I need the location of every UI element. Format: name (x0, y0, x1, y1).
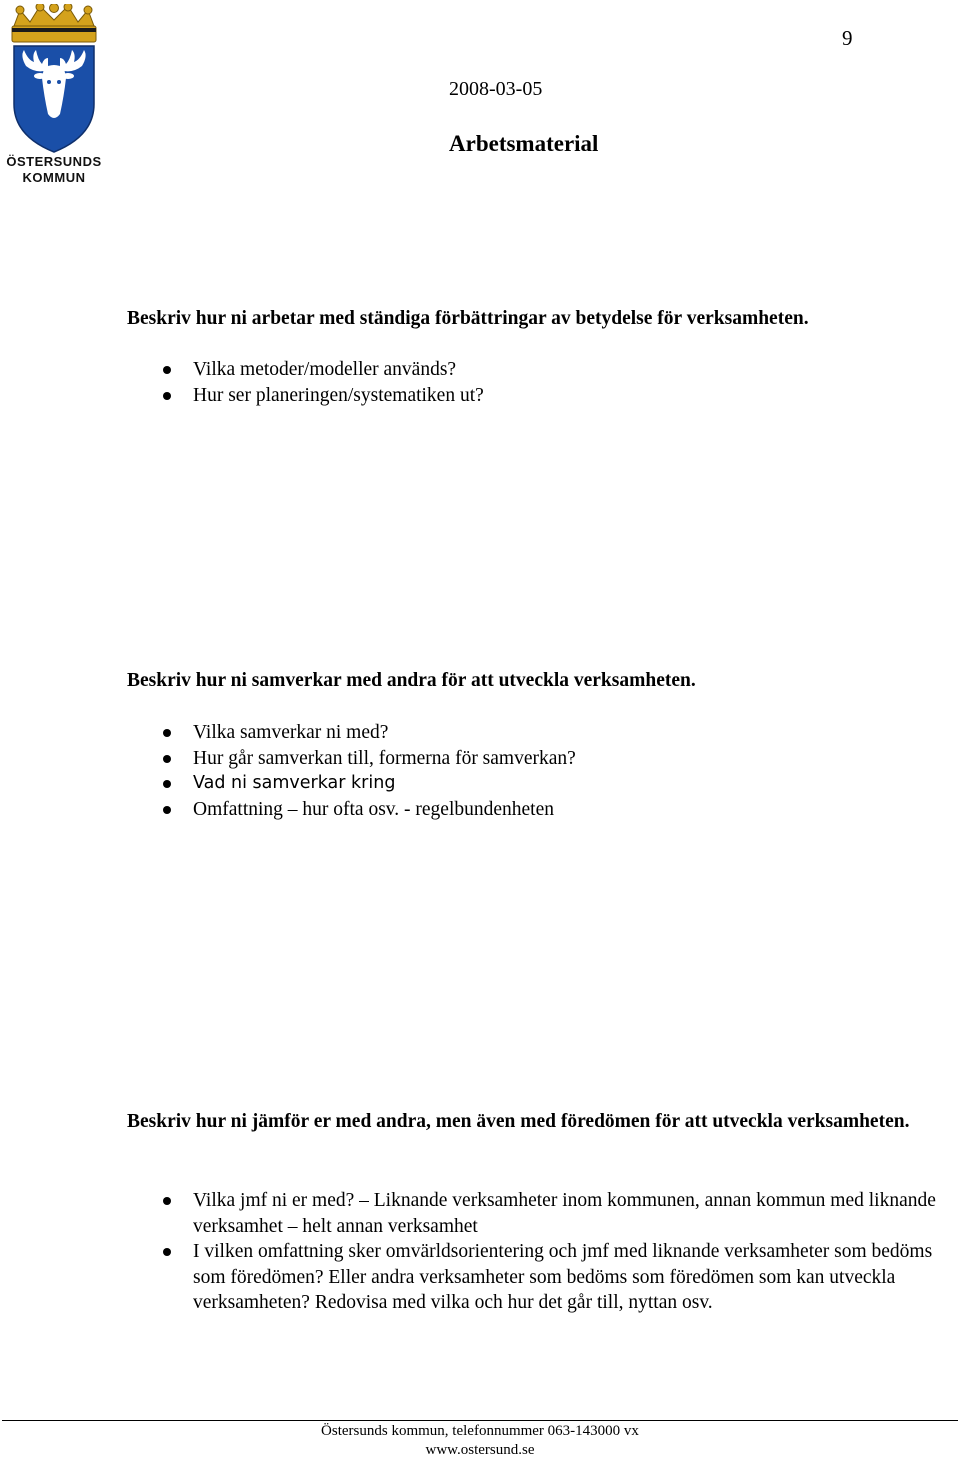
coat-of-arms-icon (6, 4, 102, 154)
section-2-heading: Beskriv hur ni samverkar med andra för att utveckla verksamheten. (127, 670, 696, 691)
document-date: 2008-03-05 (449, 78, 543, 100)
page-number: 9 (842, 26, 853, 50)
logo-text-line1: ÖSTERSUNDS (6, 154, 102, 169)
section-2-list (127, 720, 576, 822)
footer-website: www.ostersund.se (425, 1442, 535, 1458)
footer-divider (2, 1420, 958, 1421)
list-item: Hur går samverkan till, formerna för samverkan? (127, 746, 576, 772)
list-item: Hur ser planeringen/systematiken ut? (127, 383, 484, 409)
list-item: Vilka metoder/modeller används? (127, 357, 484, 383)
section-1-heading: Beskriv hur ni arbetar med ständiga förbättringar av betydelse för verksamheten. (127, 308, 809, 329)
logo-text-line2: KOMMUN (22, 170, 86, 185)
list-item: Vad ni samverkar kring (127, 771, 576, 797)
section-3-list (127, 1188, 957, 1316)
document-title: Arbetsmaterial (449, 131, 599, 156)
list-item: I vilken omfattning sker omvärldsorientering och jmf med liknande verksamheter som bedöms som föredömen? Eller andra verksamheter som bedöms som föredömen som kan utveckla verksamheten? Redovisa med vilka och hur det går till, nyttan osv. (127, 1239, 957, 1316)
section-1-list (127, 357, 484, 408)
list-item: Vilka jmf ni er med? – Liknande verksamheter inom kommunen, annan kommun med liknande verksamhet – helt annan verksamhet (127, 1188, 957, 1239)
list-item: Omfattning – hur ofta osv. - regelbundenheten (127, 797, 576, 823)
section-3-heading: Beskriv hur ni jämför er med andra, men även med föredömen för att utveckla verksamheten. (127, 1111, 910, 1132)
list-item: Vilka samverkar ni med? (127, 720, 576, 746)
footer-contact: Östersunds kommun, telefonnummer 063-143000 vx (321, 1423, 639, 1439)
municipality-logo (6, 4, 102, 188)
